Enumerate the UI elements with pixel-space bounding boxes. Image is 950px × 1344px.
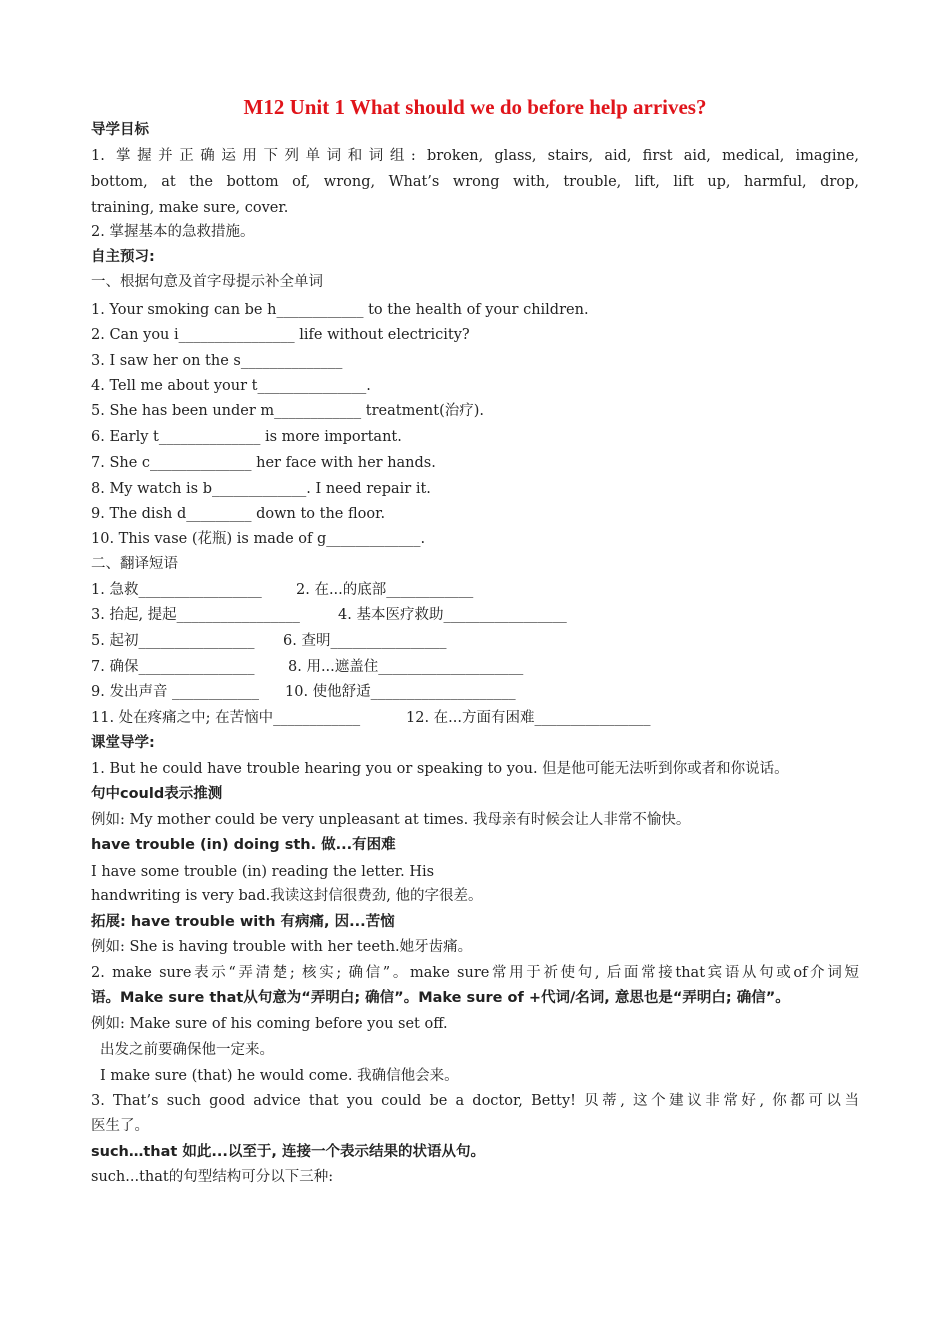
fill-item-8: 8. My watch is b_____________. I need repair it. [91,481,431,497]
phrase-5: 5. 起初________________ [91,633,255,649]
such-that-body: such...that的句型结构可分以下三种: [91,1169,334,1185]
part2-heading: 二、翻译短语 [91,556,178,572]
objective-1-line-1: 1. 掌握并正确运用下列单词和词组: broken, glass, stairs, aid, first aid, medical, imagine, [91,148,859,164]
extend-heading: 拓展: have trouble with 有病痛, 因...苦恼 [91,914,395,930]
extend-example: 例如: She is having trouble with her teeth.她牙齿痛。 [91,939,473,955]
phrase-12: 12. 在...方面有困难________________ [406,710,651,726]
trouble-example-2: handwriting is very bad.我读这封信很费劲, 他的字很差。 [91,888,483,904]
part1-heading: 一、根据句意及首字母提示补全单词 [91,274,323,290]
phrase-10: 10. 使他舒适____________________ [285,684,516,700]
phrase-6: 6. 查明________________ [283,633,447,649]
trouble-example-1: I have some trouble (in) reading the letter. His [91,864,435,880]
fill-item-9: 9. The dish d_________ down to the floor. [91,506,386,522]
fill-item-7: 7. She c______________ her face with her hands. [91,455,436,471]
phrase-11: 11. 处在疼痛之中; 在苦恼中____________ [91,710,361,726]
objective-2: 2. 掌握基本的急救措施。 [91,224,255,240]
make-sure-line-1: 2. make sure表示“弄清楚; 核实; 确信”。make sure常用于祈使句, 后面常接that宾语从句或of介词短 [91,965,859,981]
fill-item-4: 4. Tell me about your t_______________. [91,378,371,394]
fill-item-1: 1. Your smoking can be h____________ to the health of your children. [91,302,589,318]
fill-item-5: 5. She has been under m____________ treatment(治疗). [91,403,485,419]
phrase-2: 2. 在...的底部____________ [296,582,474,598]
objective-1-line-2: bottom, at the bottom of, wrong, What’s wrong with, trouble, lift, lift up, harmful, drop, [91,174,859,190]
fill-item-3: 3. I saw her on the s______________ [91,353,343,369]
sentence-1: 1. But he could have trouble hearing you or speaking to you. 但是他可能无法听到你或者和你说话。 [91,761,789,777]
phrase-3: 3. 抬起, 提起_________________ [91,607,300,623]
fill-item-6: 6. Early t______________ is more important. [91,429,402,445]
such-that-heading: such…that 如此...以至于, 连接一个表示结果的状语从句。 [91,1144,485,1160]
phrase-1: 1. 急救_________________ [91,582,262,598]
phrase-7: 7. 确保________________ [91,659,255,675]
phrase-8: 8. 用...遮盖住____________________ [288,659,524,675]
phrase-9: 9. 发出声音 ____________ [91,684,260,700]
objectives-heading: 导学目标 [91,122,149,138]
make-sure-line-2: 语。Make sure that从句意为“弄明白; 确信”。Make sure of +代词/名词, 意思也是“弄明白; 确信”。 [91,990,790,1006]
make-sure-example-1: 例如: Make sure of his coming before you set off. [91,1016,448,1032]
fill-item-10: 10. This vase (花瓶) is made of g_____________. [91,531,426,547]
preview-heading: 自主预习: [91,249,155,265]
page-title: M12 Unit 1 What should we do before help arrives? [243,95,707,119]
make-sure-example-3: I make sure (that) he would come. 我确信他会来。 [100,1068,459,1084]
class-heading: 课堂导学: [91,735,155,751]
objective-1-line-3: training, make sure, cover. [91,200,289,216]
could-example: 例如: My mother could be very unpleasant at times. 我母亲有时候会让人非常不愉快。 [91,812,691,828]
phrase-4: 4. 基本医疗救助_________________ [338,607,567,623]
sentence-3-line-2: 医生了。 [91,1118,149,1134]
make-sure-example-2: 出发之前要确保他一定来。 [100,1042,274,1058]
could-heading: 句中could表示推测 [91,786,223,802]
fill-item-2: 2. Can you i________________ life without electricity? [91,327,470,343]
sentence-3-line-1: 3. That’s such good advice that you could be a doctor, Betty! 贝蒂, 这个建议非常好, 你都可以当 [91,1093,859,1109]
trouble-heading: have trouble (in) doing sth. 做...有困难 [91,837,396,853]
